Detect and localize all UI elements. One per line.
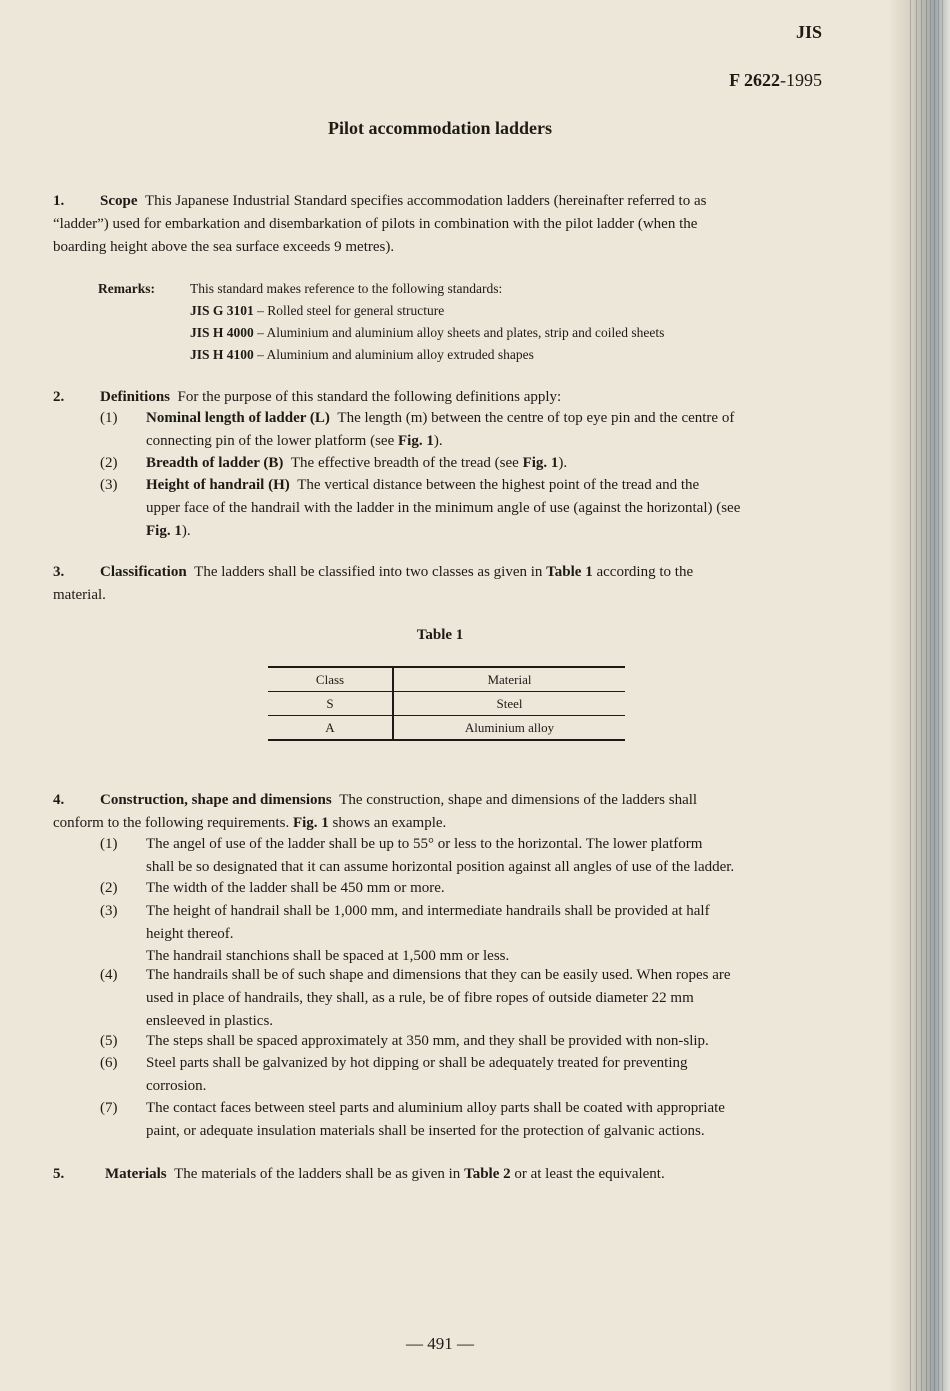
requirement-item: (1) The angel of use of the ladder shall be up to 55° or less to the horizontal. The lower platform shall be so designated that it can assume horizontal position against all angles of use of the ladder. — [100, 836, 735, 875]
table-caption: Table 1 — [416, 627, 464, 643]
jis-header: JIS — [795, 22, 822, 42]
table-row: S Steel — [268, 692, 625, 716]
page-number: — 491 — — [406, 1334, 474, 1353]
requirement-item: (7) The contact faces between steel parts and aluminium alloy parts shall be coated with appropriate paint, or adequate insulation materials shall be inserted for the protection of galvanic actions. — [100, 1100, 725, 1139]
classification-table — [268, 666, 625, 741]
requirement-item: (4) The handrails shall be of such shape and dimensions that they can be easily used. When ropes are used in place of handrails, they shall, as a rule, be of fibre ropes of outside diameter 22 mm ensleeved in plastics. — [100, 967, 731, 1029]
section-scope: 1. Scope This Japanese Industrial Standard specifies accommodation ladders (hereinafter referred to as “ladder”) used for embarkation and disembarkation of pilots in combination with the pilot ladder (when the boarding height above the sea surface exceeds 9 metres). — [53, 193, 707, 255]
table-header-material: Material — [393, 667, 625, 692]
table-row: A Aluminium alloy — [268, 716, 625, 741]
section-materials: 5. Materials The materials of the ladders shall be as given in Table 2 or at least the equivalent. — [53, 1166, 665, 1182]
requirement-item: (5) The steps shall be spaced approximately at 350 mm, and they shall be provided with non-slip. — [100, 1033, 709, 1049]
book-page-edge — [890, 0, 950, 1391]
definition-item: (2) Breadth of ladder (B) The effective breadth of the tread (see Fig. 1). — [100, 455, 568, 471]
page-title: Pilot accommodation ladders — [328, 118, 552, 138]
requirement-item: (6) Steel parts shall be galvanized by hot dipping or shall be adequately treated for preventing corrosion. — [100, 1055, 688, 1094]
section-construction: 4. Construction, shape and dimensions The construction, shape and dimensions of the ladders shall conform to the following requirements. Fig. 1 shows an example. — [53, 792, 698, 831]
section-definitions: 2. Definitions For the purpose of this standard the following definitions apply: — [53, 389, 562, 405]
section-classification: 3. Classification The ladders shall be classified into two classes as given in Table 1 according to the material. — [53, 564, 694, 603]
standard-number: F 2622-1995 — [729, 70, 822, 90]
definition-item: (3) Height of handrail (H) The vertical distance between the highest point of the tread and the upper face of the handrail with the ladder in the minimum angle of use (against the horizontal) (see Fig. 1). — [100, 477, 741, 539]
definition-item: (1) Nominal length of ladder (L) The length (m) between the centre of top eye pin and the centre of connecting pin of the lower platform (see Fig. 1). — [100, 410, 735, 449]
table-header-class: Class — [268, 667, 393, 692]
requirement-item: (3) The height of handrail shall be 1,000 mm, and intermediate handrails shall be provided at half height thereof. The handrail stanchions shall be spaced at 1,500 mm or less. — [100, 903, 710, 964]
requirement-item: (2) The width of the ladder shall be 450 mm or more. — [100, 880, 445, 896]
